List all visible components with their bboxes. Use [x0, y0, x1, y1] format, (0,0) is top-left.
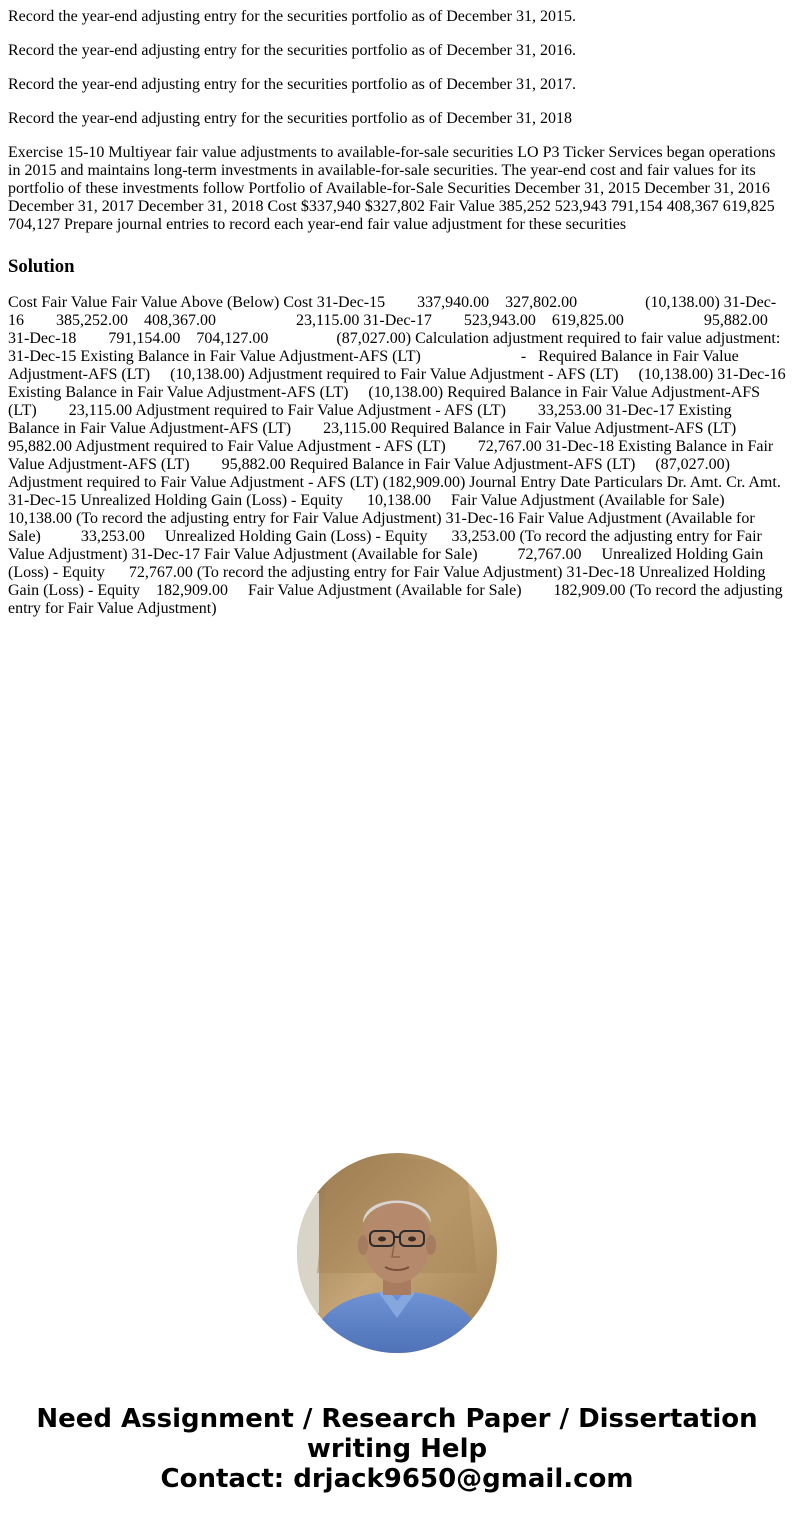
author-photo-image [297, 1153, 497, 1353]
question-2017: Record the year-end adjusting entry for the securities portfolio as of December 31, 2017. [8, 76, 576, 93]
solution-text: Cost Fair Value Fair Value Above (Below) Cost 31-Dec-15 337,940.00 327,802.00 (10,138.00) 31-Dec-16 385,252.00 408,367.00 23,115.00 31-Dec-17 523,943.00 619,825.00 95,882.00 31-Dec-18 791,154.00 704,127.00 (87,027.00) Calculation adjustment required to fair value adjustment: 31-Dec-15 Existing Balance in Fair Value Adjustment-AFS (LT) - Required Balance in Fair Value Adjustment-AFS (LT) (10,138.00) Adjustment required to Fair Value Adjustment - AFS (LT) (10,138.00) 31-Dec-16 Existing Balance in Fair Value Adjustment-AFS (LT) (10,138.00) Required Balance in Fair Value Adjustment-AFS (LT) 23,115.00 Adjustment required to Fair Value Adjustment - AFS (LT) 33,253.00 31-Dec-17 Existing Balance in Fair Value Adjustment-AFS (LT) 23,115.00 Required Balance in Fair Value Adjustment-AFS (LT) 95,882.00 Adjustment required to Fair Value Adjustment - AFS (LT) 72,767.00 31-Dec-18 Existing Balance in Fair Value Adjustment-AFS (LT) 95,882.00 Required Balance in Fair Value Adjustment-AFS (LT) (87,027.00) Adjustment required to Fair Value Adjustment - AFS (LT) (182,909.00) Journal Entry Date Particulars Dr. Amt. Cr. Amt. 31-Dec-15 Unrealized Holding Gain (Loss) - Equity 10,138.00 Fair Value Adjustment (Available for Sale) 10,138.00 (To record the adjusting entry for Fair Value Adjustment) 31-Dec-16 Fair Value Adjustment (Available for Sale) 33,253.00 Unrealized Holding Gain (Loss) - Equity 33,253.00 (To record the adjusting entry for Fair Value Adjustment) 31-Dec-17 Fair Value Adjustment (Available for Sale) 72,767.00 Unrealized Holding Gain (Loss) - Equity 72,767.00 (To record the adjusting entry for Fair Value Adjustment) 31-Dec-18 Unrealized Holding Gain (Loss) - Equity 182,909.00 Fair Value Adjustment (Available for Sale) 182,909.00 (To record the adjusting entry for Fair Value Adjustment) [8, 294, 790, 617]
promo-line-1: Need Assignment / Research Paper / Dissertation [36, 1404, 758, 1434]
question-2015: Record the year-end adjusting entry for the securities portfolio as of December 31, 2015. [8, 8, 576, 25]
question-2016: Record the year-end adjusting entry for the securities portfolio as of December 31, 2016. [8, 42, 576, 59]
document-content [8, 0, 790, 618]
assignment-help-banner [0, 1404, 794, 1494]
promo-line-2: writing Help [306, 1434, 488, 1464]
solution-heading: Solution [8, 256, 75, 277]
author-avatar [297, 1153, 497, 1353]
contact-email: Contact: drjack9650@gmail.com [160, 1464, 634, 1494]
exercise-text: Exercise 15-10 Multiyear fair value adjustments to available-for-sale securities LO P3 Ticker Services began operations in 2015 and maintains long-term investments in available-for-sale securities. The year-end cost and fair values for its portfolio of these investments follow Portfolio of Available-for-Sale Securities December 31, 2015 December 31, 2016 December 31, 2017 December 31, 2018 Cost $337,940 $327,802 Fair Value 385,252 523,943 791,154 408,367 619,825 704,127 Prepare journal entries to record each year-end fair value adjustment for these securities [8, 144, 780, 233]
question-2018: Record the year-end adjusting entry for the securities portfolio as of December 31, 2018 [8, 110, 572, 127]
